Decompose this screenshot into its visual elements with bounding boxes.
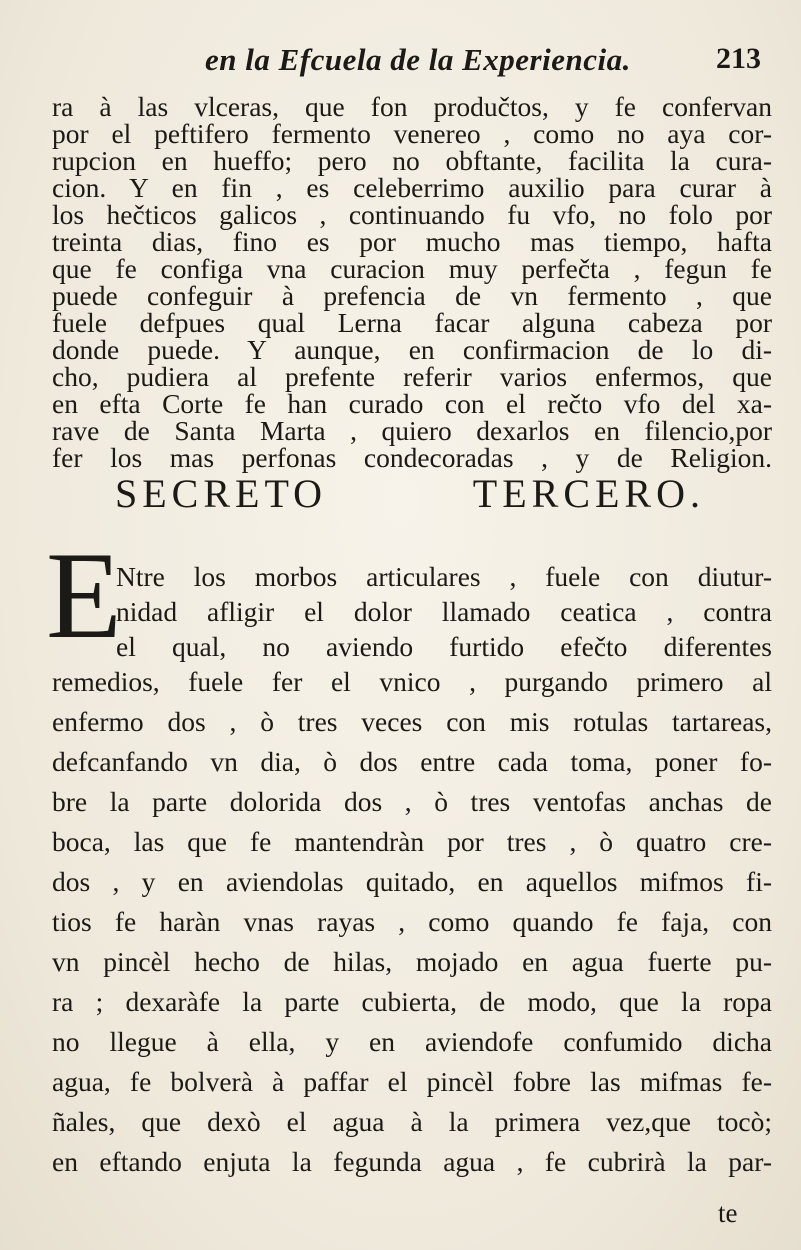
text-line: por el peftifero fermento venereo , como no aya cor- <box>52 118 772 149</box>
text-line: que fe configa vna curacion muy perfečta , fegun fe <box>52 253 772 284</box>
text-line: remedios, fuele fer el vnico , purgando primero al <box>52 666 772 697</box>
text-line: dos , y en aviendolas quitado, en aquellos mifmos fi- <box>52 866 772 897</box>
text-line: cion. Y en fin , es celeberrimo auxilio para curar à <box>52 172 772 203</box>
text-line: donde puede. Y aunque, en confirmacion de lo di- <box>52 334 772 365</box>
text-line: los hečticos galicos , continuando fu vfo, no folo por <box>52 199 772 230</box>
text-line: no llegue à ella, y en aviendofe confumido dicha <box>52 1026 772 1057</box>
text-line: en efta Corte fe han curado con el rečto vfo del xa- <box>52 388 772 419</box>
running-title: en la Efcuela de la Experiencia. <box>205 42 631 77</box>
catchword: te <box>718 1198 738 1228</box>
text-line: defcanfando vn dia, ò dos entre cada toma, poner fo- <box>52 746 772 777</box>
text-line: boca, las que fe mantendràn por tres , ò quatro cre- <box>52 826 772 857</box>
text-line: puede confeguir à prefencia de vn fermento , que <box>52 280 772 311</box>
running-head <box>0 40 801 80</box>
section-heading: SECRETO TERCERO. <box>115 471 705 516</box>
text-line: cho, pudiera al prefente referir varios enfermos, que <box>52 361 772 392</box>
text-line: fuele defpues qual Lerna facar alguna cabeza por <box>52 307 772 338</box>
text-line: treinta dias, fino es por mucho mas tiempo, hafta <box>52 226 772 257</box>
text-line: ñales, que dexò el agua à la primera vez,que tocò; <box>52 1106 772 1137</box>
text-line: bre la parte dolorida dos , ò tres ventofas anchas de <box>52 786 772 817</box>
page-number: 213 <box>716 42 761 75</box>
text-line: ra à las vlceras, que fon produčtos, y fe confervan <box>52 91 772 122</box>
text-line: nidad afligir el dolor llamado ceatica , contra <box>116 596 772 627</box>
drop-cap: E <box>46 527 122 664</box>
text-line: fer los mas perfonas condecoradas , y de Religion. <box>52 442 772 473</box>
text-line: el qual, no aviendo furtido efečto diferentes <box>116 631 772 662</box>
text-line: en eftando enjuta la fegunda agua , fe cubrirà la par- <box>52 1146 772 1177</box>
text-line: ra ; dexaràfe la parte cubierta, de modo, que la ropa <box>52 986 772 1017</box>
text-line: agua, fe bolverà à paffar el pincèl fobre las mifmas fe- <box>52 1066 772 1097</box>
text-line: Ntre los morbos articulares , fuele con diutur- <box>116 561 772 592</box>
text-line: rupcion en hueffo; pero no obftante, facilita la cura- <box>52 145 772 176</box>
text-line: rave de Santa Marta , quiero dexarlos en filencio,por <box>52 415 772 446</box>
text-line: tios fe haràn vnas rayas , como quando fe faja, con <box>52 906 772 937</box>
text-line: enfermo dos , ò tres veces con mis rotulas tartareas, <box>52 706 772 737</box>
text-line: vn pincèl hecho de hilas, mojado en agua fuerte pu- <box>52 946 772 977</box>
